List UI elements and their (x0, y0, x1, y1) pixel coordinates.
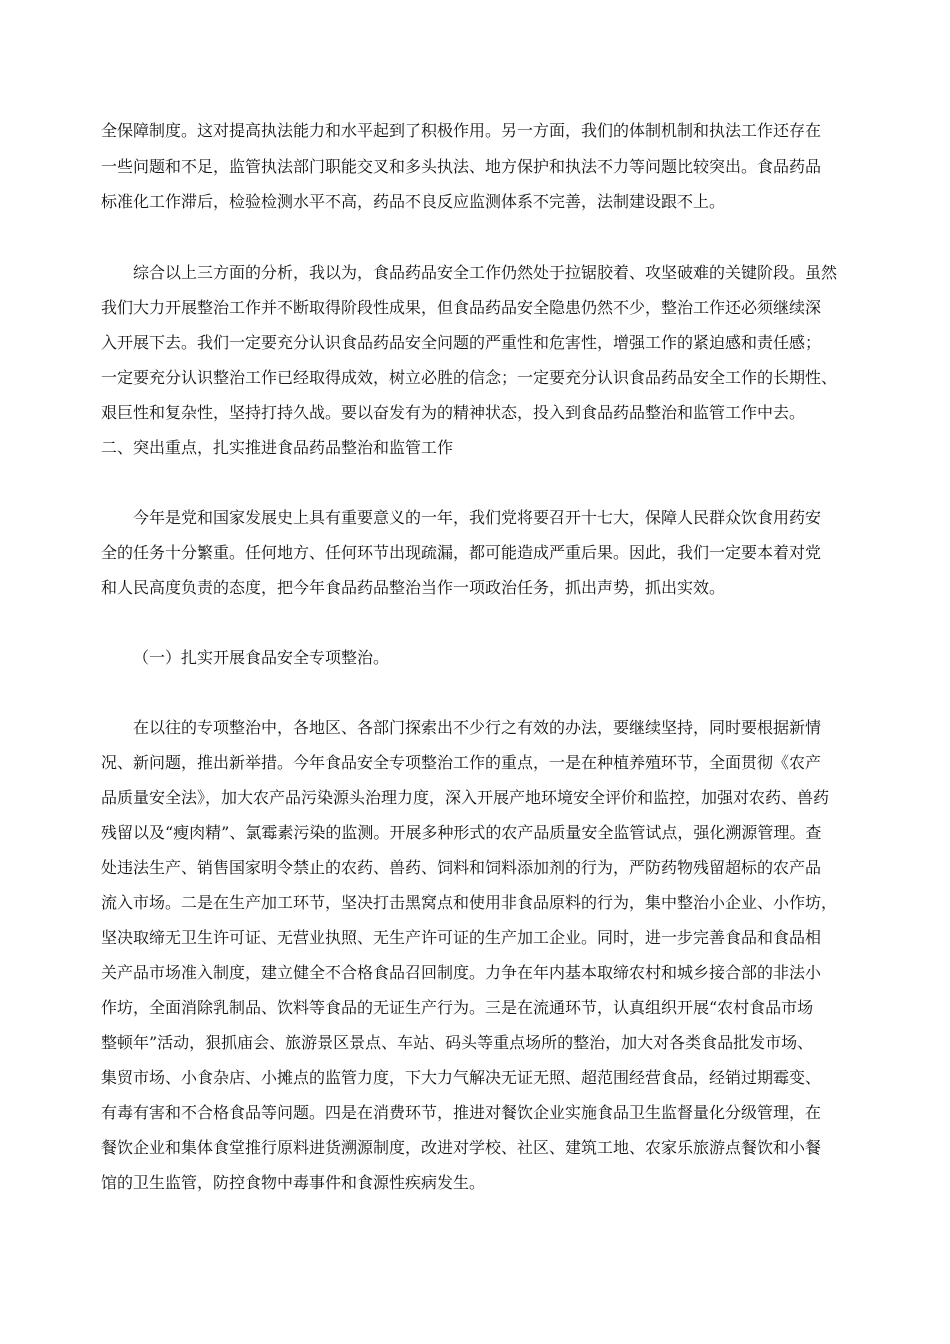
paragraph-line: 我们大力开展整治工作并不断取得阶段性成果，但食品药品安全隐患仍然不少，整治工作还必须继续深 (101, 298, 822, 317)
paragraph-line: 处违法生产、销售国家明令禁止的农药、兽药、饲料和饲料添加剂的行为，严防药物残留超标的农产品 (101, 858, 822, 877)
paragraph-line: 一定要充分认识整治工作已经取得成效，树立必胜的信念；一定要充分认识食品药品安全工作的长期性、 (101, 368, 838, 387)
section-heading: 二、突出重点，扎实推进食品药品整治和监管工作 (101, 438, 454, 457)
paragraph-line: 集贸市场、小食杂店、小摊点的监管力度，下大力气解决无证无照、超范围经营食品，经销过期霉变、 (101, 1068, 822, 1087)
paragraph-line: 标准化工作滞后，检验检测水平不高，药品不良反应监测体系不完善，法制建设跟不上。 (101, 192, 726, 211)
paragraph-line: 全保障制度。这对提高执法能力和水平起到了积极作用。另一方面，我们的体制机制和执法工作还存在 (101, 121, 822, 140)
paragraph-line: 和人民高度负责的态度，把今年食品药品整治当作一项政治任务，抓出声势，抓出实效。 (101, 578, 726, 597)
paragraph-line: 艰巨性和复杂性，坚持打持久战。要以奋发有为的精神状态，投入到食品药品整治和监管工作中去。 (101, 403, 806, 422)
paragraph-line: 全的任务十分繁重。任何地方、任何环节出现疏漏，都可能造成严重后果。因此，我们一定要本着对党 (101, 543, 822, 562)
paragraph-line: 在以往的专项整治中，各地区、各部门探索出不少行之有效的办法，要继续坚持，同时要根据新情 (133, 718, 822, 737)
paragraph-line: 入开展下去。我们一定要充分认识食品药品安全问题的严重性和危害性，增强工作的紧迫感和责任感； (101, 333, 822, 352)
paragraph-line: 馆的卫生监管，防控食物中毒事件和食源性疾病发生。 (101, 1173, 486, 1192)
paragraph-line: 有毒有害和不合格食品等问题。四是在消费环节，推进对餐饮企业实施食品卫生监督量化分级管理，在 (101, 1103, 822, 1122)
paragraph-line: 坚决取缔无卫生许可证、无营业执照、无生产许可证的生产加工企业。同时，进一步完善食品和食品相 (101, 928, 822, 947)
paragraph-line: 关产品市场准入制度，建立健全不合格食品召回制度。力争在年内基本取缔农村和城乡接合部的非法小 (101, 963, 822, 982)
paragraph-line: 一些问题和不足，监管执法部门职能交叉和多头执法、地方保护和执法不力等问题比较突出。食品药品 (101, 157, 822, 176)
paragraph-line: 餐饮企业和集体食堂推行原料进货溯源制度，改进对学校、社区、建筑工地、农家乐旅游点餐饮和小餐 (101, 1138, 822, 1157)
paragraph-line: 品质量安全法》，加大农产品污染源头治理力度，深入开展产地环境安全评价和监控，加强对农药、兽药 (101, 788, 830, 807)
subsection-heading: （一）扎实开展食品安全专项整治。 (133, 648, 390, 667)
paragraph-line: 今年是党和国家发展史上具有重要意义的一年，我们党将要召开十七大，保障人民群众饮食用药安 (133, 508, 822, 527)
paragraph-line: 流入市场。二是在生产加工环节，坚决打击黑窝点和使用非食品原料的行为，集中整治小企业、小作坊， (101, 893, 838, 912)
paragraph-line: 况、新问题，推出新举措。今年食品安全专项整治工作的重点，一是在种植养殖环节，全面贯彻《农产 (101, 753, 822, 772)
paragraph-line: 整顿年”活动，狠抓庙会、旅游景区景点、车站、码头等重点场所的整治，加大对各类食品批发市场、 (101, 1033, 814, 1052)
paragraph-line: 综合以上三方面的分析，我以为，食品药品安全工作仍然处于拉锯胶着、攻坚破难的关键阶段。虽然 (133, 263, 838, 282)
paragraph-line: 残留以及“瘦肉精”、氯霉素污染的监测。开展多种形式的农产品质量安全监管试点，强化溯源管理。查 (101, 823, 822, 842)
paragraph-line: 作坊，全面消除乳制品、饮料等食品的无证生产行为。三是在流通环节，认真组织开展“农村食品市场 (101, 998, 814, 1017)
